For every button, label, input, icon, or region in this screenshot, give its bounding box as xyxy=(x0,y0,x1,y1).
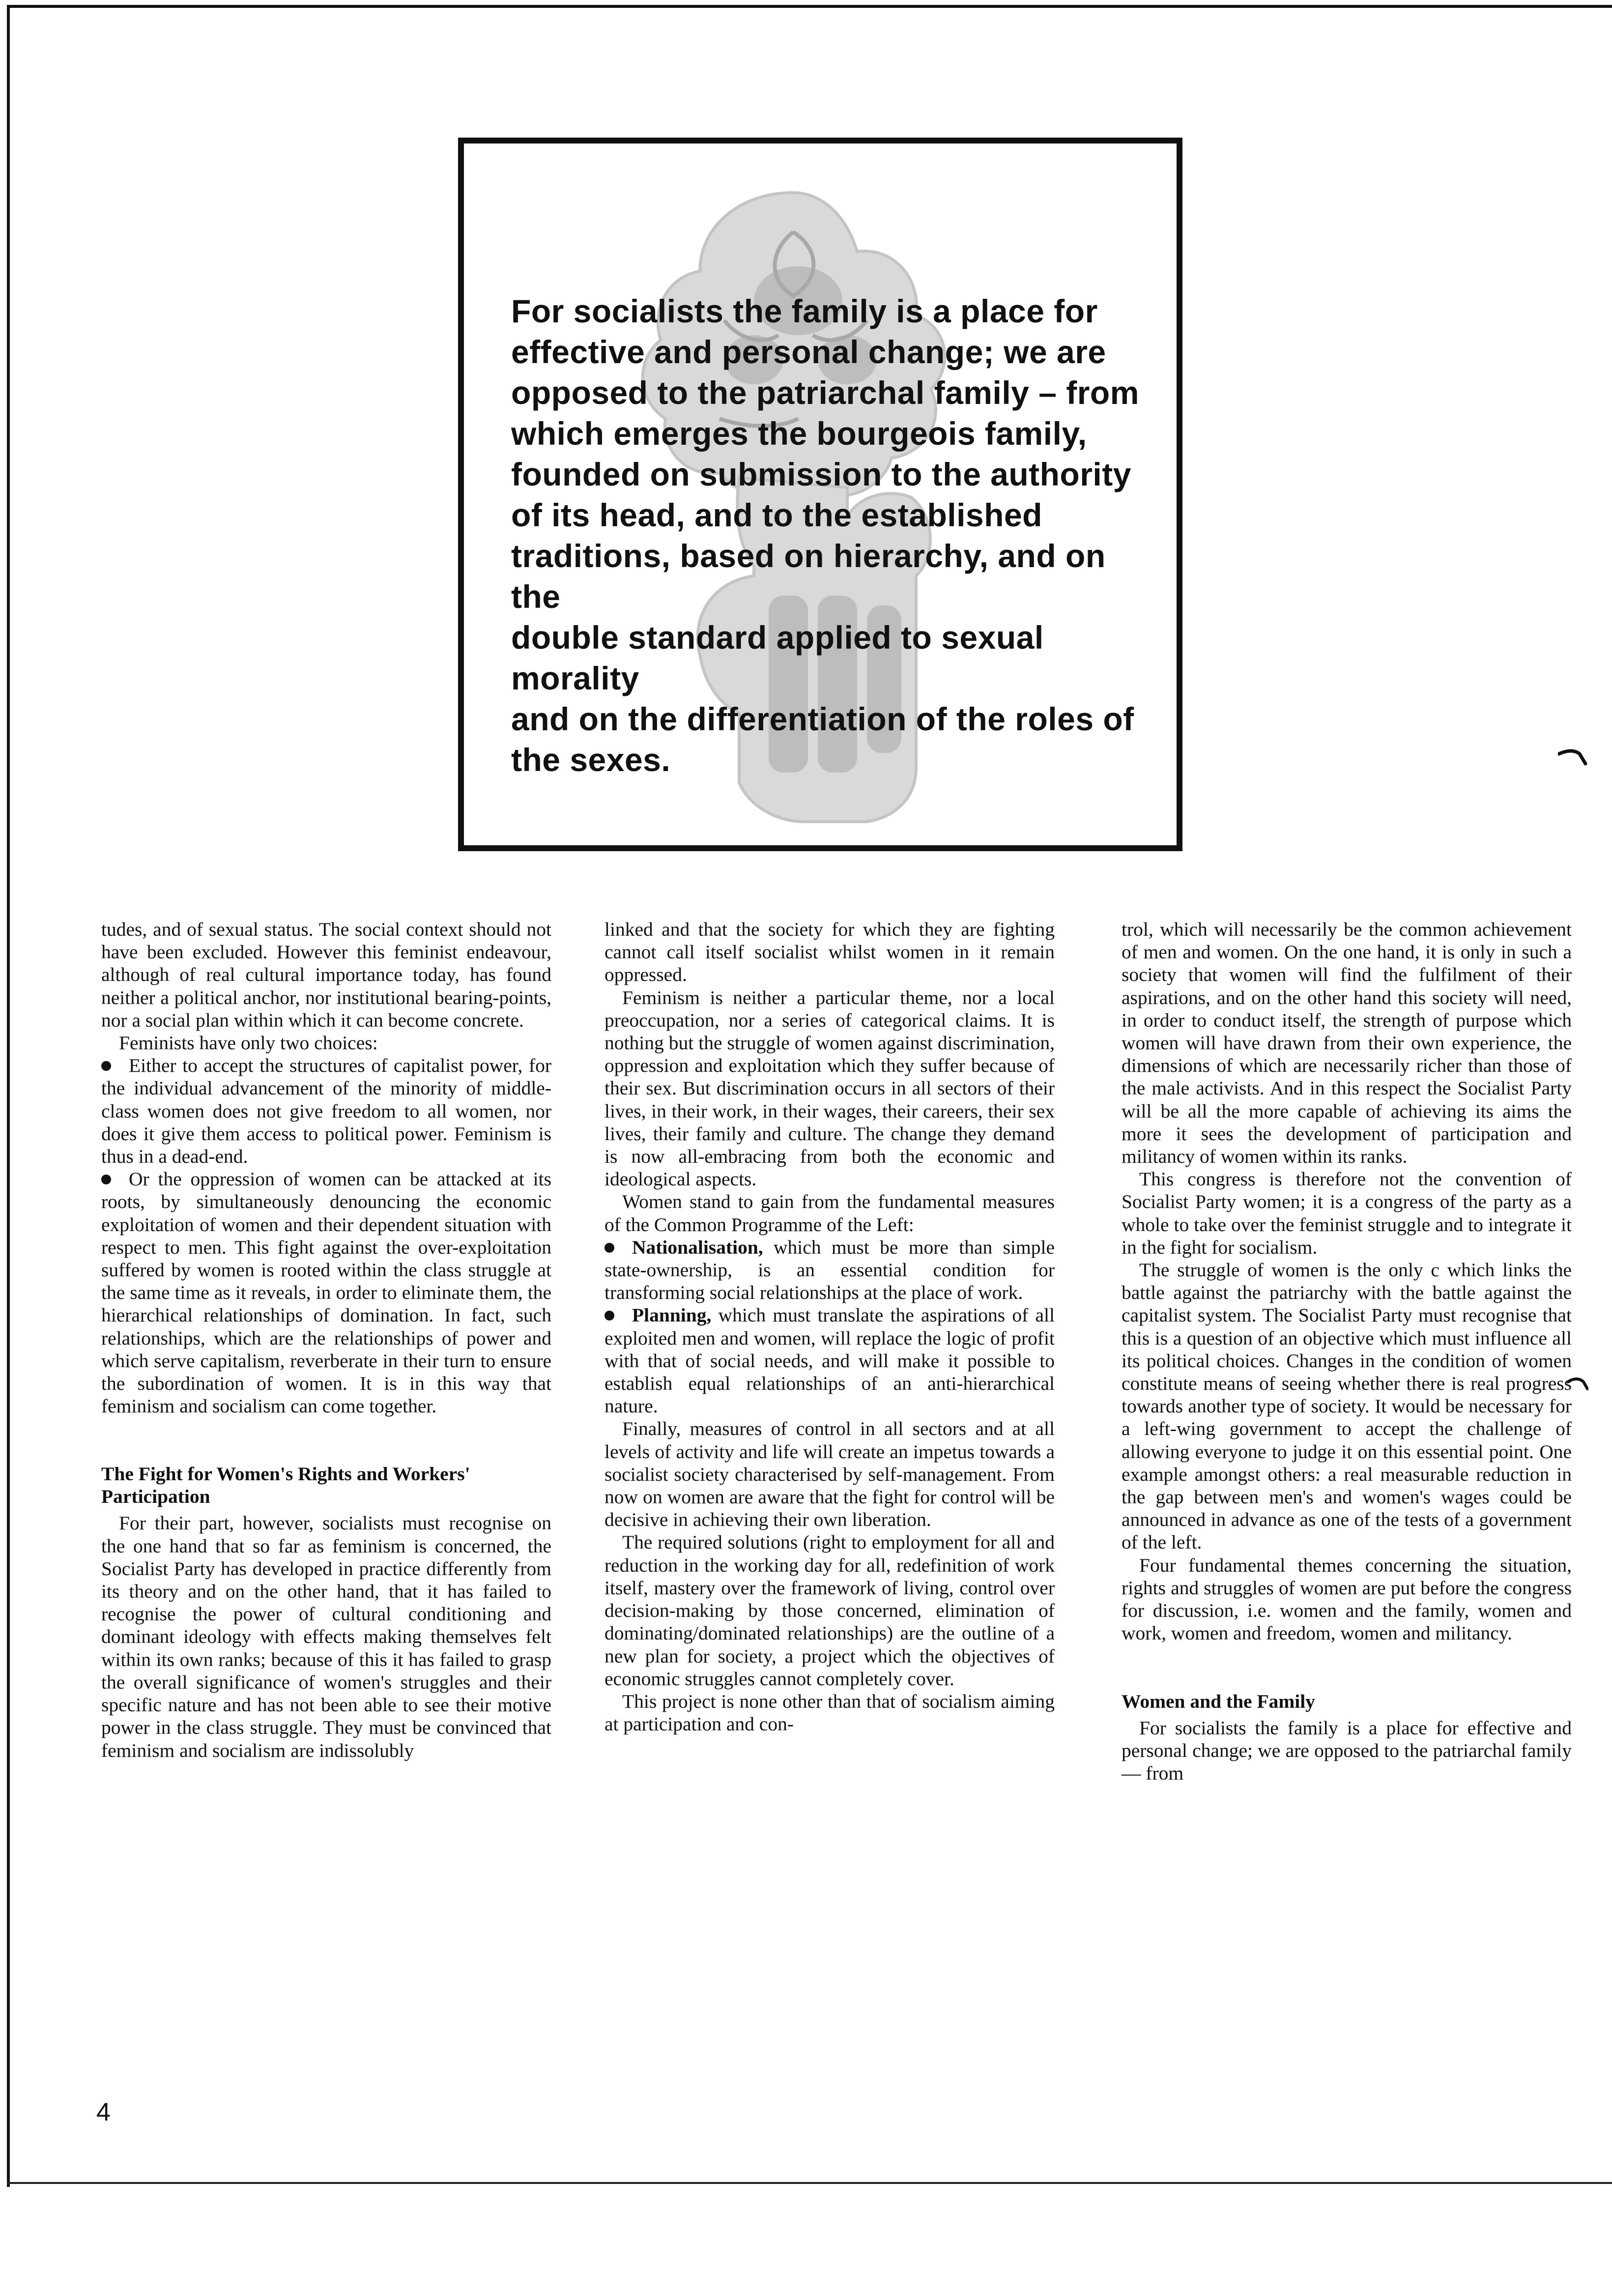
bullet-text: Either to accept the structures of capitalist power, for the individual advancement of the minority of middle-class women does not give freedom to all women, nor does it give them access to political power. Feminism is thus in a dead-end. xyxy=(101,1055,551,1168)
paragraph: The struggle of women is the only c which links the battle against the patriarchy with the battle against the capitalist system. The Socialist Party must recognise that this is a question of an objective which must influence all its political choices. Changes in the condition of women constitute means of seeing whether there is real progress towards another type of society. It would be necessary for a left-wing government to accept the challenge of allowing everyone to judge it on this essential point. One example amongst others: a real measurable reduction in the gap between men's and women's wages could be announced in advance as one of the tests of a government of the left. xyxy=(1122,1259,1572,1553)
bullet-item xyxy=(604,1304,1055,1417)
bullet-item xyxy=(604,1236,1055,1304)
pull-quote-box xyxy=(458,138,1182,851)
bullet-item xyxy=(101,1054,551,1168)
corner-mark-icon xyxy=(1558,747,1587,767)
paragraph: Finally, measures of control in all sectors and at all levels of activity and life will create an impetus towards a socialist society characterised by self-management. From now on women are aware that the fight for control will be decisive in achieving their own liberation. xyxy=(604,1418,1055,1531)
paragraph: The required solutions (right to employment for all and reduction in the working day for all, redefinition of work itself, mastery over the framework of living, control over decision-making by those concerned, elimination of dominating/dominated relationships) are the outline of a new plan for society, a project which the objectives of economic struggles cannot completely cover. xyxy=(604,1531,1055,1690)
bullet-term: Nationalisation, xyxy=(632,1236,763,1258)
bottom-rule xyxy=(7,2182,1612,2184)
article-column-1 xyxy=(101,918,551,1762)
bullet-icon xyxy=(101,1061,111,1071)
paragraph: This project is none other than that of socialism aiming at participation and con- xyxy=(604,1690,1055,1735)
paragraph: Feminism is neither a particular theme, nor a local preoccupation, nor a series of categorical claims. It is nothing but the struggle of women against discrimination, oppression and exploitation which they suffer because of their sex. But discrimination occurs in all sectors of their lives, in their work, in their wages, their careers, their sex lives, their family and culture. The change they demand is now all-embracing from both the economic and ideological aspects. xyxy=(604,986,1055,1190)
article-column-2 xyxy=(604,918,1055,1735)
paragraph: This congress is therefore not the convention of Socialist Party women; it is a congress of the party as a whole to take over the feminist struggle and to integrate it in the fight for socialism. xyxy=(1122,1168,1572,1258)
paragraph: trol, which will necessarily be the common achievement of men and women. On the one hand, it is only in such a society that women will find the fulfilment of their aspirations, and on the other hand this society will need, in order to conduct itself, the strength of purpose which women will have drawn from their own experience, the dimensions of which are necessarily richer than those of the male activists. And in this respect the Socialist Party will be all the more capable of achieving its aims the more it sees the development of participation and militancy of women within its ranks. xyxy=(1122,918,1572,1168)
paragraph: Women stand to gain from the fundamental measures of the Common Programme of the Left: xyxy=(604,1191,1055,1235)
bullet-item xyxy=(101,1168,551,1417)
paragraph: linked and that the society for which they are fighting cannot call itself socialist whilst women in it remain oppressed. xyxy=(604,918,1055,986)
bullet-icon xyxy=(101,1175,111,1184)
margin-mark-icon xyxy=(1567,1376,1588,1391)
article-column-3 xyxy=(1122,918,1572,1784)
bullet-icon xyxy=(604,1311,614,1320)
section-heading: The Fight for Women's Rights and Workers' Participation xyxy=(101,1463,470,1508)
paragraph: tudes, and of sexual status. The social context should not have been excluded. However this feminist endeavour, although of real cultural importance today, has found neither a political anchor, nor institutional bearing-points, nor a social plan within which it can become concrete. xyxy=(101,918,551,1031)
bullet-text: which must be more than simple state-ownership, is an essential condition for transforming social relationships at the place of work. xyxy=(604,1236,1055,1304)
paragraph: For their part, however, socialists must recognise on the one hand that so far as feminism is concerned, the Socialist Party has developed in practice differently from its theory and on the other hand, that it has failed to recognise the power of cultural conditioning and dominant ideology with effects making themselves felt within its own ranks; because of this it has failed to grasp the overall significance of women's struggles and their specific nature and has not been able to see their motive power in the class struggle. They must be convinced that feminism and socialism are indissolubly xyxy=(101,1512,551,1761)
bullet-icon xyxy=(604,1243,614,1253)
paragraph: For socialists the family is a place for effective and personal change; we are opposed to the patriarchal family — from xyxy=(1122,1717,1572,1784)
section-heading: Women and the Family xyxy=(1122,1690,1315,1712)
paragraph: Four fundamental themes concerning the situation, rights and struggles of women are put before the congress for discussion, i.e. women and the family, women and work, women and freedom, women and militancy. xyxy=(1122,1554,1572,1644)
paragraph: Feminists have only two choices: xyxy=(119,1032,378,1054)
bullet-text: which must translate the aspirations of all exploited men and women, will replace the logic of profit with that of social needs, and will make it possible to establish equal relationships of an anti-hierarchical nature. xyxy=(604,1304,1055,1417)
bullet-term: Planning, xyxy=(632,1304,712,1326)
page-number: 4 xyxy=(96,2098,111,2126)
pull-quote-text: For socialists the family is a place for effective and personal change; we are opposed to the patriarchal family – from which emerges the bourgeois family, founded on submission to the authority of its head, and to the established traditions, based on hierarchy, and on the double standard applied to sexual morality and on the differentiation of the roles of the sexes. xyxy=(511,293,1139,778)
bullet-text: Or the oppression of women can be attacked at its roots, by simultaneously denouncing the economic exploitation of women and their dependent situation with respect to men. This fight against the over-exploitation suffered by women is rooted within the class struggle at the same time as it reveals, in order to eliminate them, the hierarchical relationships of domination. In fact, such relationships, which are the relationships of power and which serve capitalism, reverberate in their turn to ensure the subordination of women. It is in this way that feminism and socialism can come together. xyxy=(101,1168,551,1417)
